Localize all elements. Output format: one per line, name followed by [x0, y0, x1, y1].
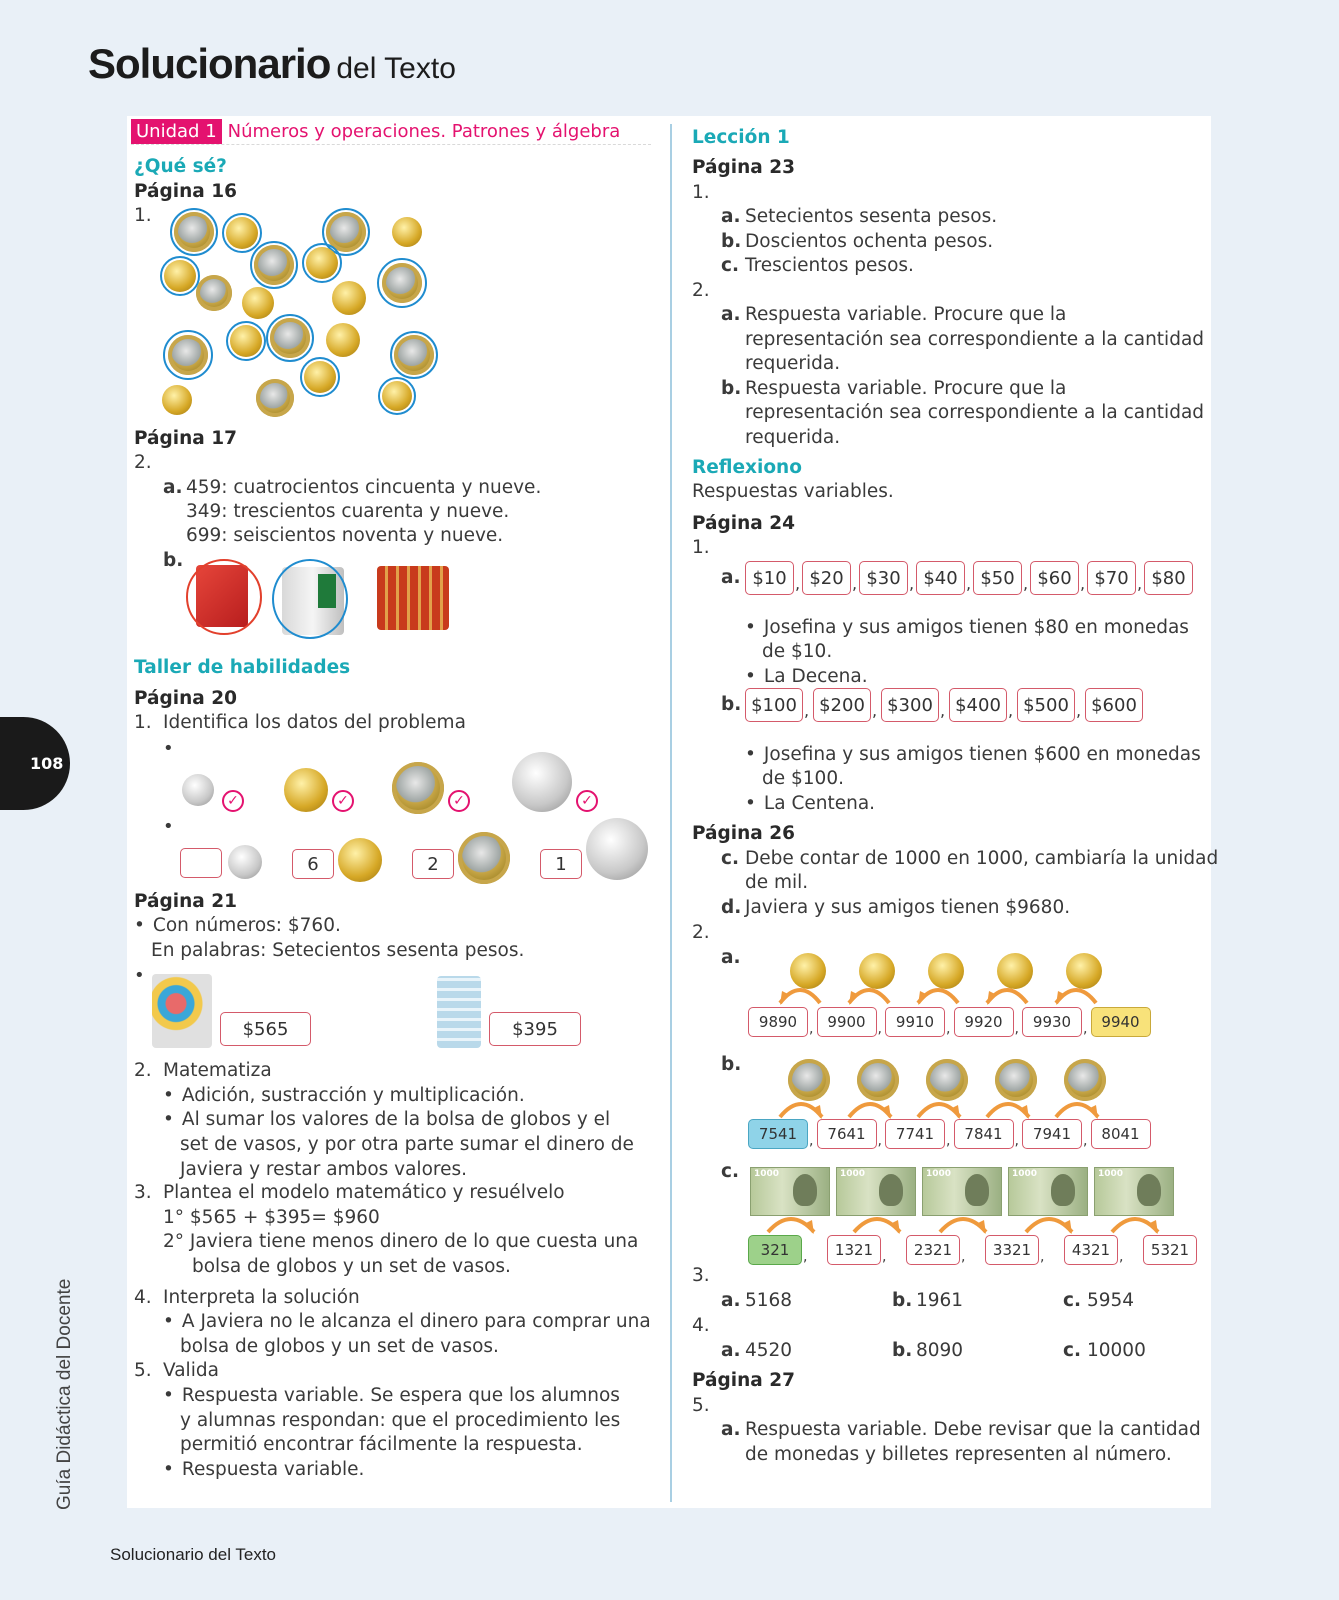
check-icon: ✓ [222, 790, 244, 812]
p23-2a-line-3: requerida. [745, 353, 841, 374]
separator-comma: , [1137, 574, 1143, 593]
step-4-title: Interpreta la solución [163, 1287, 360, 1308]
separator-comma: , [1040, 1249, 1045, 1265]
step-5-bullet-1: • Respuesta variable. Se espera que los alumnos [163, 1384, 620, 1408]
p16-item-1: 1. [134, 205, 152, 226]
bill-denomination: 1000 [840, 1169, 866, 1179]
money-box: $40 [916, 561, 965, 595]
footer-text: Solucionario del Texto [110, 1545, 277, 1564]
bill-denomination: 1000 [1012, 1169, 1038, 1179]
sequence-box: 2321 [906, 1235, 960, 1265]
p17-b-label: b. [163, 550, 184, 571]
separator-comma: , [852, 574, 858, 593]
p23-a-label: a. [721, 206, 741, 227]
unit-badge: Unidad 1 [131, 119, 222, 144]
p27-item-5: 5. [692, 1395, 710, 1416]
p26-c-label: c. [721, 848, 739, 869]
p27-a-line-2: de monedas y billetes representen al número. [745, 1444, 1172, 1465]
page-24-heading: Página 24 [692, 513, 795, 534]
sequence-box: 7641 [817, 1119, 877, 1149]
step-5-bullet-1-cont: permitió encontrar fácilmente la respuesta. [180, 1434, 583, 1455]
p24-b-label: b. [721, 694, 742, 715]
check-icon: ✓ [576, 790, 598, 812]
p23-2a-line-1: Respuesta variable. Procure que la [745, 304, 1067, 325]
p26-item-4: 4. [692, 1315, 710, 1336]
answer-label: b. [892, 1340, 913, 1361]
p27-a-line-1: Respuesta variable. Debe revisar que la cantidad [745, 1419, 1201, 1440]
p26-2c-label: c. [721, 1161, 739, 1182]
sequence-box: 4321 [1064, 1235, 1118, 1265]
p24-item-1: 1. [692, 537, 710, 558]
reflexiono-text: Respuestas variables. [692, 481, 894, 502]
page-21-heading: Página 21 [134, 891, 237, 912]
sequence-box: 7541 [748, 1119, 808, 1149]
step-3-line-2: 2° Javiera tiene menos dinero de lo que cuesta una [163, 1231, 639, 1252]
p23-2b-line-2: representación sea correspondiente a la cantidad [745, 402, 1205, 423]
money-box: $300 [881, 688, 939, 722]
section-taller: Taller de habilidades [134, 657, 351, 678]
unit-title: Números y operaciones. Patrones y álgebra [227, 121, 621, 142]
money-box: $50 [973, 561, 1022, 595]
p24-b-bullet-1: • Josefina y sus amigos tienen $600 en monedas [745, 743, 1201, 767]
bill-denomination: 1000 [754, 1169, 780, 1179]
separator-comma: , [961, 1249, 966, 1265]
step-4-number: 4. [134, 1287, 152, 1308]
money-box: $60 [1030, 561, 1079, 595]
step-2-bullet-1: • Adición, sustracción y multiplicación. [163, 1084, 525, 1108]
p23-2b-line-1: Respuesta variable. Procure que la [745, 378, 1067, 399]
step-2-number: 2. [134, 1060, 152, 1081]
p21-bullet-1-cont: En palabras: Setecientos sesenta pesos. [151, 940, 525, 961]
p17-a-line-3: 699: seiscientos noventa y nueve. [186, 525, 504, 546]
section-reflexiono: Reflexiono [692, 457, 802, 478]
separator-comma: , [795, 574, 801, 593]
p26-2b-label: b. [721, 1054, 742, 1075]
p24-b-bullet-1-cont: de $100. [762, 768, 844, 789]
page-27-heading: Página 27 [692, 1370, 795, 1391]
sequence-box: 9930 [1022, 1007, 1082, 1037]
count-box: 2 [412, 849, 454, 879]
step-2-title: Matematiza [163, 1060, 272, 1081]
p17-item-2: 2. [134, 452, 152, 473]
p24-b-bullet-2: • La Centena. [745, 792, 875, 816]
p26-c-line-1: Debe contar de 1000 en 1000, cambiaría la unidad [745, 848, 1219, 869]
separator-comma: , [1080, 574, 1086, 593]
answer-label: a. [721, 1340, 741, 1361]
step-5-bullet-2: • Respuesta variable. [163, 1458, 364, 1482]
page-20-heading: Página 20 [134, 688, 237, 709]
money-box: $30 [859, 561, 908, 595]
p23-b-label: b. [721, 231, 742, 252]
bill-denomination: 1000 [926, 1169, 952, 1179]
money-box: $600 [1085, 688, 1143, 722]
separator-comma: , [882, 1249, 887, 1265]
sequence-box: 9910 [885, 1007, 945, 1037]
separator-comma: , [1014, 1021, 1019, 1037]
sequence-box: 1321 [827, 1235, 881, 1265]
answer-value: 5168 [745, 1290, 793, 1311]
separator-comma: , [872, 701, 878, 720]
p20-item-1: 1. [134, 712, 152, 733]
separator-comma: , [966, 574, 972, 593]
p26-d-text: Javiera y sus amigos tienen $9680. [745, 897, 1071, 918]
answer-value: 5954 [1087, 1290, 1135, 1311]
p26-d-label: d. [721, 897, 742, 918]
side-vertical-text: Guía Didáctica del Docente [54, 1278, 75, 1510]
money-box: $500 [1017, 688, 1075, 722]
step-2-bullet-2-cont: set de vasos, y por otra parte sumar el dinero de [180, 1134, 634, 1155]
page-17-heading: Página 17 [134, 428, 237, 449]
count-box: 6 [292, 849, 334, 879]
page-16-heading: Página 16 [134, 181, 237, 202]
separator-comma: , [940, 701, 946, 720]
separator-comma: , [946, 1021, 951, 1037]
answer-label: a. [721, 1290, 741, 1311]
step-2-bullet-2: • Al sumar los valores de la bolsa de globos y el [163, 1108, 610, 1132]
section-que-se: ¿Qué sé? [134, 156, 227, 177]
p23-item-1: 1. [692, 182, 710, 203]
money-box: $100 [745, 688, 803, 722]
p27-a-label: a. [721, 1419, 741, 1440]
step-5-bullet-1-cont: y alumnas respondan: que el procedimiento les [180, 1410, 621, 1431]
money-box: $10 [745, 561, 794, 595]
sequence-box: 8041 [1091, 1119, 1151, 1149]
page-23-heading: Página 23 [692, 157, 795, 178]
price-box: $395 [489, 1012, 581, 1046]
p23-c-label: c. [721, 255, 739, 276]
p21-bullet-1: • Con números: $760. [134, 914, 341, 938]
separator-comma: , [1076, 701, 1082, 720]
money-box: $70 [1087, 561, 1136, 595]
step-2-bullet-2-cont: Javiera y restar ambos valores. [180, 1159, 467, 1180]
separator-comma: , [1008, 701, 1014, 720]
answer-label: c. [1063, 1290, 1081, 1311]
money-box: $80 [1144, 561, 1193, 595]
count-box: 1 [540, 849, 582, 879]
p23-b-text: Doscientos ochenta pesos. [745, 231, 994, 252]
sequence-box: 9890 [748, 1007, 808, 1037]
bill-denomination: 1000 [1098, 1169, 1124, 1179]
separator-comma: , [909, 574, 915, 593]
check-icon: ✓ [332, 790, 354, 812]
separator-comma: , [877, 1133, 882, 1149]
page-title: Solucionario del Texto [88, 40, 456, 87]
p23-2a-label: a. [721, 304, 741, 325]
sequence-box: 5321 [1143, 1235, 1197, 1265]
separator-comma: , [877, 1021, 882, 1037]
price-box: $565 [220, 1012, 311, 1046]
separator-comma: , [946, 1133, 951, 1149]
step-3-line-1: 1° $565 + $395= $960 [163, 1207, 380, 1228]
sequence-box: 7741 [885, 1119, 945, 1149]
step-4-bullet-1: • A Javiera no le alcanza el dinero para comprar una [163, 1310, 651, 1334]
step-5-number: 5. [134, 1360, 152, 1381]
p23-2b-label: b. [721, 378, 742, 399]
answer-value: 8090 [916, 1340, 964, 1361]
p17-a-label: a. [163, 477, 183, 498]
answer-value: 4520 [745, 1340, 793, 1361]
p23-2b-line-3: requerida. [745, 427, 841, 448]
p26-item-2: 2. [692, 922, 710, 943]
step-4-bullet-1-cont: bolsa de globos y un set de vasos. [180, 1336, 499, 1357]
p23-a-text: Setecientos sesenta pesos. [745, 206, 998, 227]
step-3-line-2-cont: bolsa de globos y un set de vasos. [192, 1256, 511, 1277]
answer-label: b. [892, 1290, 913, 1311]
p24-a-bullet-2: • La Decena. [745, 665, 868, 689]
money-box: $400 [949, 688, 1007, 722]
separator-comma: , [1119, 1249, 1124, 1265]
step-3-title: Plantea el modelo matemático y resuélvelo [163, 1182, 565, 1203]
sequence-box: 9900 [817, 1007, 877, 1037]
p26-2a-label: a. [721, 947, 741, 968]
p23-c-text: Trescientos pesos. [745, 255, 914, 276]
sequence-box: 321 [748, 1235, 802, 1265]
sequence-box: 3321 [985, 1235, 1039, 1265]
step-3-number: 3. [134, 1182, 152, 1203]
sequence-box: 7841 [954, 1119, 1014, 1149]
p20-item-1-text: Identifica los datos del problema [163, 712, 466, 733]
p23-2a-line-2: representación sea correspondiente a la cantidad [745, 329, 1205, 350]
separator-comma: , [1023, 574, 1029, 593]
answer-value: 10000 [1087, 1340, 1146, 1361]
separator-comma: , [1014, 1133, 1019, 1149]
check-icon: ✓ [448, 790, 470, 812]
sequence-box: 9920 [954, 1007, 1014, 1037]
separator-comma: , [804, 701, 810, 720]
bullet-dot: • [134, 965, 145, 986]
p26-c-line-2: de mil. [745, 872, 809, 893]
separator-comma: , [809, 1133, 814, 1149]
p26-item-3: 3. [692, 1265, 710, 1286]
money-box: $20 [802, 561, 851, 595]
bullet-dot: • [163, 816, 174, 837]
answer-value: 1961 [916, 1290, 964, 1311]
bullet-dot: • [163, 738, 174, 759]
separator-comma: , [803, 1249, 808, 1265]
separator-comma: , [1083, 1133, 1088, 1149]
separator-comma: , [809, 1021, 814, 1037]
page-26-heading: Página 26 [692, 823, 795, 844]
p24-a-label: a. [721, 567, 741, 588]
page-number: 108 [30, 754, 64, 773]
p24-a-bullet-1: • Josefina y sus amigos tienen $80 en monedas [745, 616, 1189, 640]
answer-label: c. [1063, 1340, 1081, 1361]
step-5-title: Valida [163, 1360, 219, 1381]
p17-a-line-1: 459: cuatrocientos cincuenta y nueve. [186, 477, 542, 498]
sequence-box: 7941 [1022, 1119, 1082, 1149]
money-box: $200 [813, 688, 871, 722]
p24-a-bullet-1-cont: de $10. [762, 641, 833, 662]
section-leccion: Lección 1 [692, 127, 790, 148]
sequence-box: 9940 [1091, 1007, 1151, 1037]
separator-comma: , [1083, 1021, 1088, 1037]
p17-a-line-2: 349: trescientos cuarenta y nueve. [186, 501, 510, 522]
p23-item-2: 2. [692, 280, 710, 301]
